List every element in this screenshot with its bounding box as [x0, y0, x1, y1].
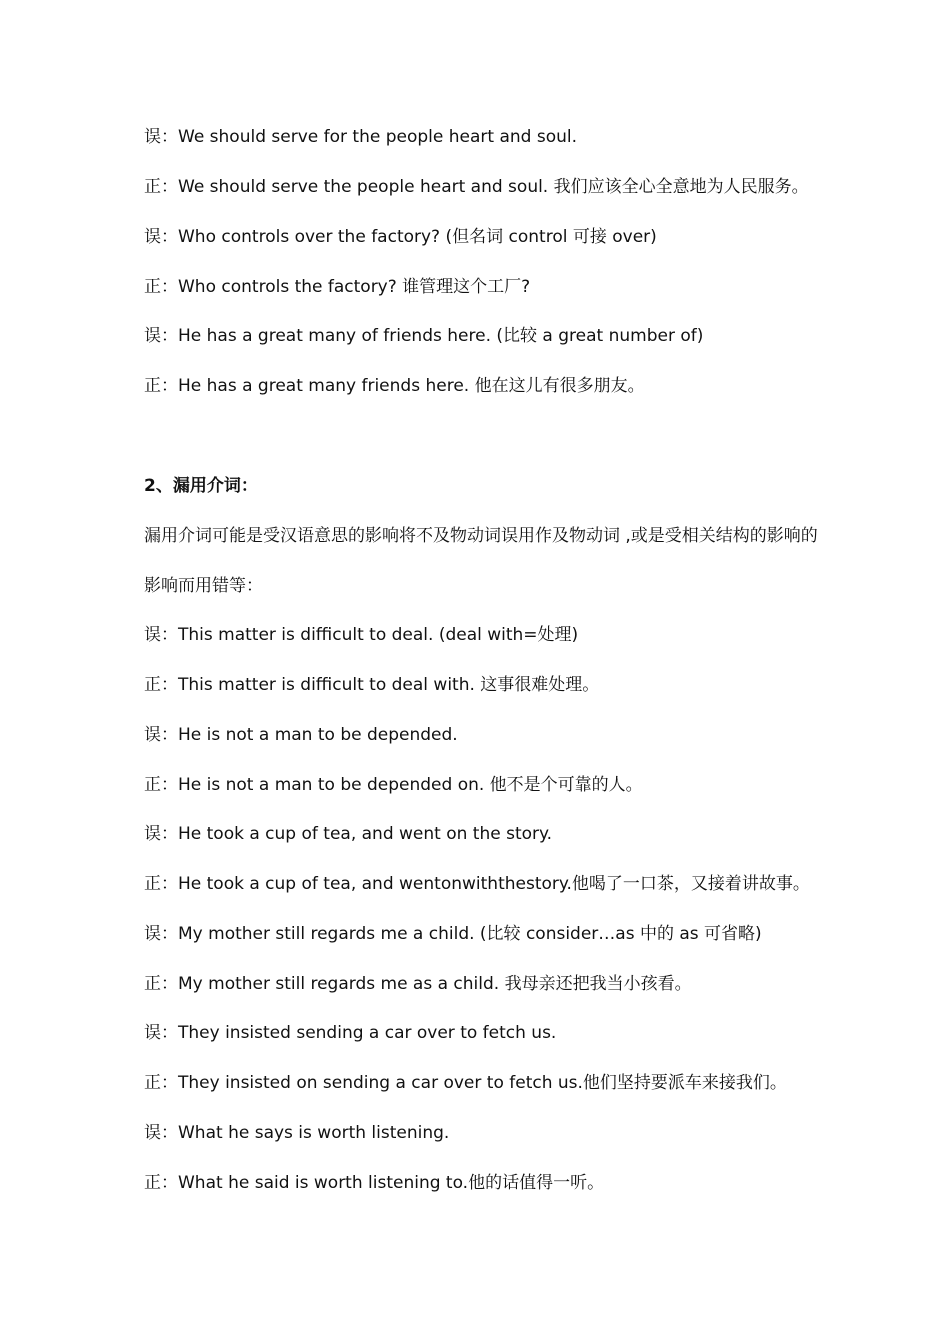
- example-correct-5: 正：He is not a man to be depended on. 他不是个可靠的人。: [144, 775, 643, 795]
- example-wrong-5: 误：He is not a man to be depended.: [144, 725, 458, 745]
- example-correct-2: 正：Who controls the factory? 谁管理这个工厂?: [144, 277, 531, 297]
- example-wrong-9: 误：What he says is worth listening.: [144, 1123, 450, 1143]
- example-wrong-4: 误：This matter is difficult to deal. (deal with=处理): [144, 625, 579, 645]
- example-correct-1: 正：We should serve the people heart and soul. 我们应该全心全意地为人民服务。: [144, 177, 809, 197]
- example-correct-7: 正：My mother still regards me as a child. 我母亲还把我当小孩看。: [144, 974, 692, 994]
- example-wrong-6: 误：He took a cup of tea, and went on the story.: [144, 824, 553, 844]
- section-heading: 2、漏用介词：: [144, 476, 258, 496]
- example-wrong-8: 误：They insisted sending a car over to fetch us.: [144, 1023, 557, 1043]
- example-wrong-2: 误：Who controls over the factory? (但名词 control 可接 over): [144, 227, 657, 247]
- example-correct-6: 正：He took a cup of tea, and wentonwiththestory.他喝了一口茶，又接着讲故事。: [144, 874, 810, 894]
- example-wrong-7: 误：My mother still regards me a child. (比较 consider…as 中的 as 可省略): [144, 924, 762, 944]
- example-wrong-3: 误：He has a great many of friends here. (比较 a great number of): [144, 326, 704, 346]
- section-intro-line-2: 影响而用错等：: [144, 576, 263, 596]
- example-correct-9: 正：What he said is worth listening to.他的话值得一听。: [144, 1173, 605, 1193]
- example-correct-3: 正：He has a great many friends here. 他在这儿有很多朋友。: [144, 376, 645, 396]
- example-correct-4: 正：This matter is difficult to deal with. 这事很难处理。: [144, 675, 600, 695]
- example-wrong-1: 误：We should serve for the people heart and soul.: [144, 127, 577, 147]
- example-correct-8: 正：They insisted on sending a car over to fetch us.他们坚持要派车来接我们。: [144, 1073, 787, 1093]
- section-intro-line-1: 漏用介词可能是受汉语意思的影响将不及物动词误用作及物动词 ,或是受相关结构的影响的: [144, 526, 818, 546]
